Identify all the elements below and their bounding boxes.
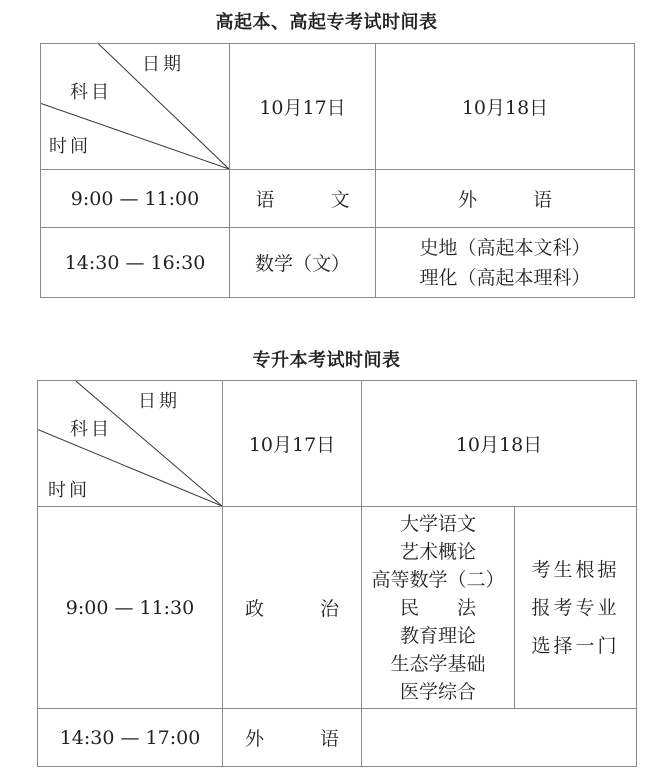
subject-cell: 外 语 xyxy=(223,709,362,767)
subject-label: 科目 xyxy=(70,82,112,103)
date-label: 日期 xyxy=(142,54,184,75)
empty-cell xyxy=(362,709,637,767)
time-label: 时间 xyxy=(49,136,91,157)
time-cell: 9:00 — 11:00 xyxy=(41,170,230,228)
elective-subjects-cell xyxy=(362,507,515,709)
day1-header: 10月17日 xyxy=(230,44,376,170)
day1-header: 10月17日 xyxy=(223,381,362,507)
list-item: 高等数学（二） xyxy=(371,568,505,591)
diagonal-header-cell xyxy=(38,381,223,507)
diagonal-header-cell xyxy=(41,44,230,170)
date-label: 日期 xyxy=(138,391,180,412)
day2-header: 10月18日 xyxy=(376,44,635,170)
table-header-row xyxy=(38,381,637,507)
list-item: 民 法 xyxy=(399,596,476,619)
list-item: 艺术概论 xyxy=(399,540,476,563)
subject-label: 科目 xyxy=(70,419,112,440)
time-cell: 14:30 — 17:00 xyxy=(38,709,223,767)
time-cell: 9:00 — 11:30 xyxy=(38,507,223,709)
exam-schedule-table-high-school xyxy=(40,43,635,298)
list-item: 医学综合 xyxy=(399,680,476,703)
elective-note-cell: 考生根据 报考专业 选择一门 xyxy=(515,507,637,709)
list-item: 教育理论 xyxy=(399,624,476,647)
list-item: 大学语文 xyxy=(399,512,476,535)
time-label: 时间 xyxy=(48,480,90,501)
table-row xyxy=(38,507,637,709)
day2-header: 10月18日 xyxy=(362,381,637,507)
table-header-row xyxy=(41,44,635,170)
table2-title: 专升本考试时间表 xyxy=(252,350,401,371)
subject-cell: 数学（文） xyxy=(230,228,376,298)
subject-cell: 语 文 xyxy=(230,170,376,228)
time-cell: 14:30 — 16:30 xyxy=(41,228,230,298)
subject-cell: 外 语 xyxy=(376,170,635,228)
exam-schedule-table-upgrade xyxy=(37,380,637,767)
table-row xyxy=(38,709,637,767)
list-item: 生态学基础 xyxy=(390,652,486,675)
subject-cell: 政 治 xyxy=(223,507,362,709)
table-row xyxy=(41,170,635,228)
table-row xyxy=(41,228,635,298)
subject-cell: 史地（高起本文科） 理化（高起本理科） xyxy=(376,228,635,298)
table1-title: 高起本、高起专考试时间表 xyxy=(215,12,438,33)
